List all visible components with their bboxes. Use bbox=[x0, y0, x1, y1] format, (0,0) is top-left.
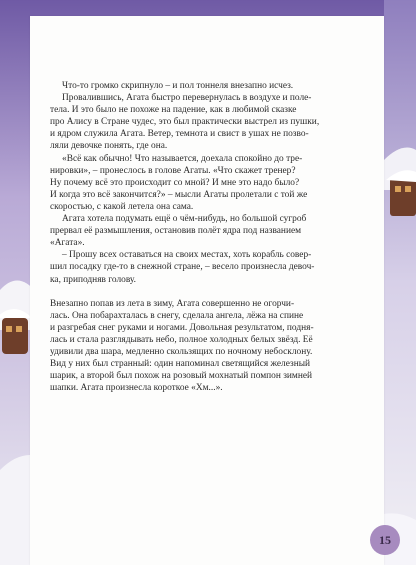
text-line: ка, приподняв голову. bbox=[50, 274, 137, 285]
text-line: шил посадку где-то в снежной стране, – весело произнесла девоч- bbox=[50, 262, 315, 273]
text-line: Провалившись, Агата быстро перевернулась в воздухе и поле- bbox=[62, 93, 312, 104]
text-line: – Прошу всех оставаться на своих местах, хоть корабль совер- bbox=[62, 250, 312, 261]
text-line: про Алису в Стране чудес, это был практически выстрел из пушки, bbox=[50, 117, 320, 128]
text-line: удивили два шара, медленно скользящих по ночному небосклону. bbox=[50, 346, 313, 357]
text-line: Ну почему всё это происходит со мной? И мне это надо было? bbox=[50, 177, 300, 188]
text-line: скоростью, с какой летела она сама. bbox=[50, 201, 194, 212]
page-number: 15 bbox=[379, 532, 391, 547]
text-line: лась и стала разглядывать небо, полное холодных белых звёзд. Её bbox=[50, 334, 313, 345]
text-line: «Всё как обычно! Что называется, доехала спокойно до тре- bbox=[62, 153, 303, 164]
text-line: лась. Она побарахталась в снегу, сделала ангела, лёжа на спине bbox=[50, 310, 304, 321]
text-line: Внезапно попав из лета в зиму, Агата совершенно не огорчи- bbox=[50, 298, 295, 309]
text-line: Агата хотела подумать ещё о чём-нибудь, но большой сугроб bbox=[62, 214, 307, 225]
text-line: «Агата». bbox=[50, 238, 85, 249]
text-line: ляли девочке понять, где она. bbox=[50, 141, 168, 152]
text-line: прервал её размышления, остановив полёт ядра под названием bbox=[50, 226, 302, 237]
text-line: И когда это всё закончится?» – мысли Агаты пролетали с той же bbox=[50, 189, 308, 200]
paragraph-gap bbox=[50, 286, 350, 298]
text-line: Вид у них был странный: один напоминал светящийся железный bbox=[50, 359, 311, 370]
text-line: тела. И это было не похоже на падение, как в любимой сказке bbox=[50, 105, 297, 116]
text-line: нировки», – пронеслось в голове Агаты. «Что скажет тренер? bbox=[50, 165, 296, 176]
text-line: и ядром служила Агата. Ветер, темнота и свист в ушах не позво- bbox=[50, 129, 309, 140]
story-text bbox=[50, 80, 350, 394]
text-line: Что-то громко скрипнуло – и пол тоннеля внезапно исчез. bbox=[62, 81, 294, 91]
page-number-badge bbox=[370, 525, 400, 555]
text-line: шапки. Агата произнесла короткое «Хм...». bbox=[50, 383, 223, 394]
text-line: шарик, а второй был похож на розовый мохнатый помпон зимней bbox=[50, 371, 313, 382]
text-line: и разгребая снег руками и ногами. Довольная результатом, подня- bbox=[50, 322, 314, 333]
